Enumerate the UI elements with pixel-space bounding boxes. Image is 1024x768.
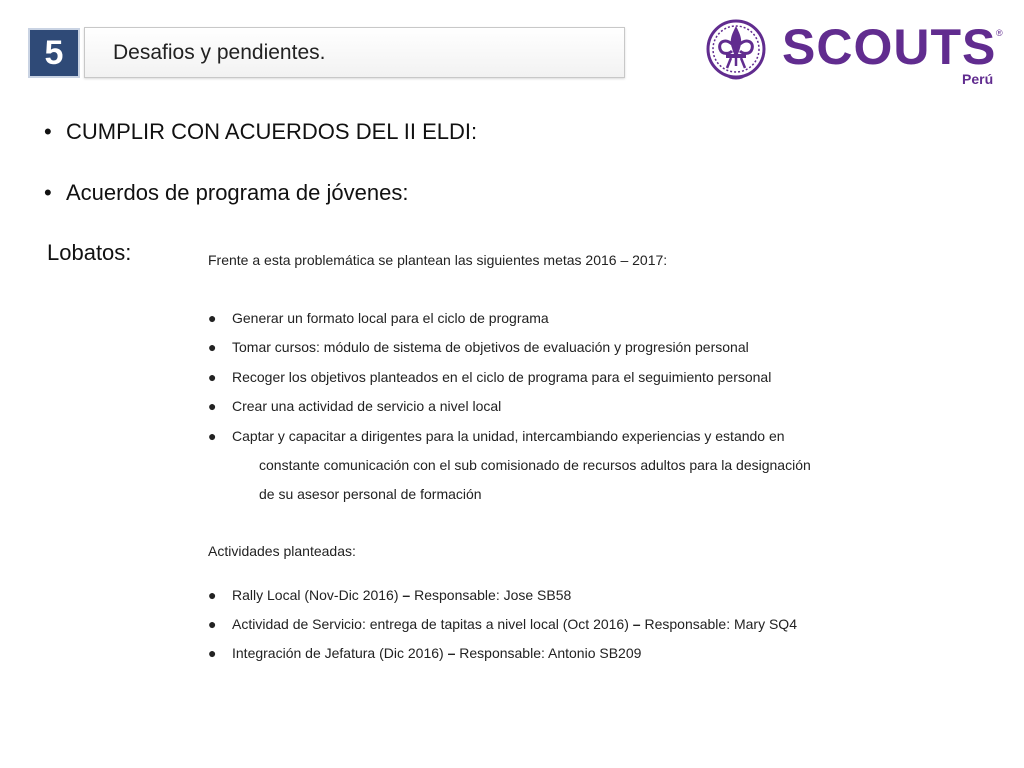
goal-item: ● Captar y capacitar a dirigentes para la unidad, intercambiando experiencias y estando en <box>208 428 785 444</box>
bullet-dot-icon: ● <box>208 369 217 385</box>
bullet-item <box>44 119 477 145</box>
bullet-dot-icon: ● <box>208 428 217 444</box>
goal-item: ● Tomar cursos: módulo de sistema de objetivos de evaluación y progresión personal <box>208 339 749 355</box>
bullet-dot-icon: • <box>44 119 52 144</box>
bullet-dot-icon: ● <box>208 310 217 326</box>
goal-item: ● Recoger los objetivos planteados en el ciclo de programa para el seguimiento personal <box>208 369 772 385</box>
scouts-peru-logo <box>705 16 1005 90</box>
bullet-dot-icon: ● <box>208 398 217 414</box>
bullet-text: CUMPLIR CON ACUERDOS DEL II ELDI: <box>66 119 478 144</box>
title-bar <box>84 27 625 78</box>
bullet-dot-icon: ● <box>208 587 217 603</box>
fleur-de-lis-emblem-icon <box>705 16 767 86</box>
activity-item: ● Actividad de Servicio: entrega de tapitas a nivel local (Oct 2016) – Responsable: Mary SQ4 <box>208 616 797 632</box>
bullet-item <box>44 180 408 206</box>
slide-title: Desafios y pendientes. <box>113 41 326 64</box>
section-label: Lobatos: <box>47 240 132 265</box>
activities-heading: Actividades planteadas: <box>208 543 356 559</box>
bullet-dot-icon: • <box>44 180 52 205</box>
slide-number: 5 <box>44 33 64 72</box>
bullet-dot-icon: ● <box>208 616 217 632</box>
scan-intro: Frente a esta problemática se plantean las siguientes metas 2016 – 2017: <box>208 252 668 268</box>
goal-item-continuation: de su asesor personal de formación <box>259 486 482 502</box>
bullet-dot-icon: ● <box>208 339 217 355</box>
goal-item: ● Crear una actividad de servicio a nivel local <box>208 398 502 414</box>
activity-item: ● Rally Local (Nov-Dic 2016) – Responsable: Jose SB58 <box>208 587 572 603</box>
logo-country: Perú <box>962 71 994 87</box>
activity-item: ● Integración de Jefatura (Dic 2016) – Responsable: Antonio SB209 <box>208 645 642 661</box>
goal-item: ● Generar un formato local para el ciclo de programa <box>208 310 549 326</box>
logo-registered-mark: ® <box>996 28 1003 38</box>
bullet-text: Acuerdos de programa de jóvenes: <box>66 180 409 205</box>
bullet-dot-icon: ● <box>208 645 217 661</box>
slide-number-badge <box>28 28 80 78</box>
logo-wordmark: SCOUTS <box>782 19 997 75</box>
goal-item-continuation: constante comunicación con el sub comisionado de recursos adultos para la designación <box>259 457 811 473</box>
